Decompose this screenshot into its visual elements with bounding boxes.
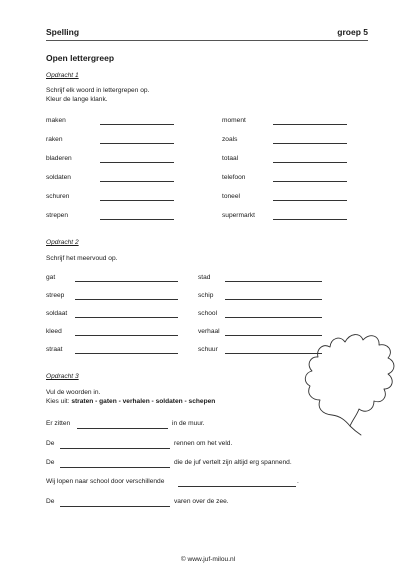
instruction-line-1: Schrijf elk woord in lettergrepen op. <box>46 87 150 94</box>
sentence-1: Er zitten <box>46 420 71 427</box>
opdracht-1-instruction <box>46 86 149 104</box>
page-title: Open lettergreep <box>46 53 115 63</box>
answer-line-o1-left-4[interactable] <box>100 181 174 182</box>
sentence-3: De <box>46 459 55 466</box>
opdracht-2-heading: Opdracht 2 <box>46 239 79 246</box>
header-divider <box>46 40 368 41</box>
choose-line <box>46 397 215 406</box>
sentence-5-end: varen over de zee. <box>174 498 229 505</box>
answer-line-o1-right-4[interactable] <box>273 181 347 182</box>
word-o1-left-2: raken <box>46 136 63 143</box>
answer-line-o1-left-3[interactable] <box>100 162 174 163</box>
word-o2-right-1: stad <box>198 274 211 281</box>
choose-words: straten - gaten - verhalen - soldaten - schepen <box>71 398 216 405</box>
answer-line-o1-left-2[interactable] <box>100 143 174 144</box>
opdracht-3-instruction <box>46 388 215 406</box>
word-o1-right-1: moment <box>222 117 246 124</box>
opdracht-1-heading: Opdracht 1 <box>46 72 79 79</box>
word-o2-right-3: school <box>198 310 218 317</box>
word-o1-right-4: telefoon <box>222 174 246 181</box>
answer-line-o2-left-4[interactable] <box>75 335 178 336</box>
answer-line-o1-left-1[interactable] <box>100 124 174 125</box>
word-o1-left-6: strepen <box>46 212 68 219</box>
word-o2-right-2: schip <box>198 292 214 299</box>
answer-line-o2-left-5[interactable] <box>75 353 178 354</box>
word-o1-left-4: soldaten <box>46 174 71 181</box>
oak-leaf-icon <box>300 316 400 436</box>
answer-line-o1-right-3[interactable] <box>273 162 347 163</box>
word-o2-left-2: streep <box>46 292 65 299</box>
footer-copyright: © www.juf-milou.nl <box>180 556 236 563</box>
answer-line-o1-right-1[interactable] <box>273 124 347 125</box>
word-o1-left-1: maken <box>46 117 66 124</box>
answer-line-o1-right-2[interactable] <box>273 143 347 144</box>
answer-line-o2-left-1[interactable] <box>75 281 178 282</box>
answer-line-o2-right-2[interactable] <box>225 299 322 300</box>
answer-line-o1-left-6[interactable] <box>100 219 174 220</box>
opdracht-3-heading: Opdracht 3 <box>46 373 79 380</box>
answer-line-o2-left-2[interactable] <box>75 299 178 300</box>
word-o1-right-3: totaal <box>222 155 239 162</box>
opdracht-2-instruction: Schrijf het meervoud op. <box>46 255 118 262</box>
word-o1-left-5: schuren <box>46 193 70 200</box>
sentence-2: De <box>46 440 55 447</box>
word-o1-right-6: supermarkt <box>222 212 255 219</box>
header-subject: Spelling <box>46 27 80 37</box>
word-o2-left-4: kleed <box>46 328 62 335</box>
sentence-4-blank[interactable] <box>178 486 296 487</box>
instruction-line-2: Kleur de lange klank. <box>46 96 108 103</box>
word-o2-right-4: verhaal <box>198 328 220 335</box>
answer-line-o2-right-1[interactable] <box>225 281 322 282</box>
answer-line-o1-right-6[interactable] <box>273 219 347 220</box>
word-o2-left-1: gat <box>46 274 56 281</box>
word-o2-right-5: schuur <box>198 346 218 353</box>
sentence-5-blank[interactable] <box>60 506 170 507</box>
word-o2-left-3: soldaat <box>46 310 68 317</box>
sentence-1-end: in de muur. <box>172 420 205 427</box>
sentence-2-end: rennen om het veld. <box>174 440 233 447</box>
sentence-3-end: die de juf vertelt zijn altijd erg spannend. <box>174 459 292 466</box>
sentence-3-blank[interactable] <box>60 467 170 468</box>
word-o1-left-3: bladeren <box>46 155 72 162</box>
choose-prefix: Kies uit: <box>46 398 70 405</box>
header-grade: groep 5 <box>337 27 368 37</box>
sentence-2-blank[interactable] <box>60 448 170 449</box>
word-o2-left-5: straat <box>46 346 63 353</box>
word-o1-right-5: toneel <box>222 193 240 200</box>
sentence-4-end: . <box>297 478 299 485</box>
sentence-1-blank[interactable] <box>77 428 168 429</box>
fill-in-instruction: Vul de woorden in. <box>46 389 101 396</box>
word-o1-right-2: zoals <box>222 136 238 143</box>
sentence-4: Wij lopen naar school door verschillende <box>46 478 165 485</box>
answer-line-o1-left-5[interactable] <box>100 200 174 201</box>
sentence-5: De <box>46 498 55 505</box>
answer-line-o2-left-3[interactable] <box>75 317 178 318</box>
answer-line-o1-right-5[interactable] <box>273 200 347 201</box>
